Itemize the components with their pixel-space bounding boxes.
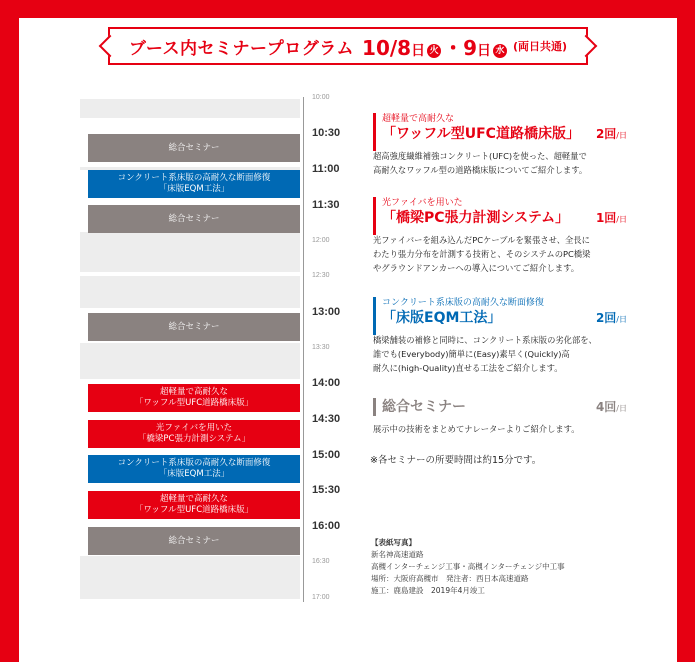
seminar-body	[373, 233, 633, 275]
seminar-description-ufc	[373, 113, 633, 177]
session-block	[88, 134, 300, 162]
count-value: 2回	[595, 127, 617, 141]
photo-credit-line: 施工：鹿島建設 2019年4月竣工	[371, 586, 485, 595]
cover-photo-credit	[371, 537, 565, 597]
body-line: やグラウンドアンカーへの導入についてご紹介します。	[373, 263, 580, 273]
date-1-day: 日	[411, 42, 426, 59]
grid-row	[80, 99, 300, 118]
duration-note: ※各セミナーの所要時間は約15分です。	[370, 455, 542, 466]
seminar-title: 「橋梁PC張力計測システム」	[382, 210, 570, 226]
photo-credit-title: 【表紙写真】	[371, 538, 416, 547]
body-line: 光ファイバーを組み込んだPCケーブルを緊張させ、全長に	[373, 235, 590, 245]
photo-credit-line: 高槻インターチェンジ工事・高槻インターチェンジ中工事	[371, 562, 565, 571]
seminar-body	[373, 422, 633, 436]
seminar-name	[382, 125, 633, 145]
session-line2: 「床版EQM工法」	[158, 469, 230, 479]
count-unit: /日	[616, 315, 627, 324]
body-line: 超高強度繊維補強コンクリート(UFC)を使った、超軽量で	[373, 151, 587, 161]
time-label: 12:30	[312, 272, 330, 279]
count-unit: /日	[616, 131, 627, 140]
session-line1: 総合セミナー	[168, 535, 220, 546]
seminar-count	[596, 398, 627, 418]
time-label: 11:30	[312, 199, 340, 211]
count-value: 2回	[595, 311, 617, 325]
seminar-description-pc	[373, 197, 633, 275]
seminar-title: 総合セミナー	[382, 399, 466, 415]
time-label: 10:00	[312, 94, 330, 101]
accent-bar	[373, 113, 376, 151]
session-line1: 総合セミナー	[168, 321, 220, 332]
session-line2: 「ワッフル型UFC道路橋床版」	[134, 398, 254, 408]
time-label: 10:30	[312, 127, 341, 139]
body-line: わたり張力分布を計測する技術と、そのシステムのPC橋梁	[373, 249, 591, 259]
session-line2: 「床版EQM工法」	[158, 184, 230, 194]
session-block	[88, 527, 300, 555]
count-unit: /日	[616, 215, 627, 224]
accent-bar	[373, 398, 376, 416]
seminar-count	[596, 309, 627, 329]
seminar-body	[373, 149, 633, 177]
time-label: 11:00	[312, 163, 340, 175]
seminar-subtitle: コンクリート系床版の高耐久な断面修復	[382, 298, 544, 308]
time-label: 16:30	[312, 558, 330, 565]
session-block	[88, 384, 300, 412]
body-line: 展示中の技術をまとめてナレーターよりご紹介します。	[373, 424, 580, 434]
date-2: 9	[463, 35, 478, 60]
seminar-name	[382, 398, 633, 418]
count-unit: /日	[616, 404, 627, 413]
count-value: 1回	[595, 211, 617, 225]
accent-bar	[373, 297, 376, 335]
time-label: 15:30	[312, 484, 341, 496]
seminar-description-general	[373, 398, 633, 436]
body-line: 耐久に(high-Quality)直せる工法をご紹介します。	[373, 363, 563, 373]
session-block	[88, 420, 300, 448]
date-1: 10/8	[362, 35, 412, 60]
photo-credit-line: 新名神高速道路	[371, 550, 424, 559]
date-2-day: 日	[477, 42, 492, 59]
session-block	[88, 205, 300, 233]
session-block	[88, 491, 300, 519]
grid-row	[80, 343, 300, 379]
session-line1: 光ファイバを用いた	[155, 423, 233, 433]
time-label: 17:00	[312, 594, 330, 601]
grid-row	[80, 556, 300, 599]
seminar-body	[373, 333, 633, 375]
time-label: 12:00	[312, 237, 330, 244]
timeline-axis	[303, 97, 304, 602]
body-line: 高耐久なワッフル型の道路橋床版についてご紹介します。	[373, 165, 588, 175]
time-label: 13:00	[312, 306, 341, 318]
grid-row	[80, 276, 300, 308]
session-line1: コンクリート系床版の高耐久な断面修復	[117, 458, 271, 468]
time-label: 13:30	[312, 344, 330, 351]
program-note: (両日共通)	[513, 40, 568, 53]
date-separator: ・	[443, 35, 464, 60]
count-value: 4回	[595, 400, 617, 414]
seminar-subtitle: 超軽量で高耐久な	[382, 114, 455, 124]
time-label: 16:00	[312, 520, 341, 532]
session-block	[88, 170, 300, 198]
grid-row	[80, 232, 300, 272]
body-line: 橋梁舗装の補修と同時に、コンクリート系床版の劣化部を、	[373, 335, 597, 345]
session-line2: 「橋梁PC張力計測システム」	[137, 434, 251, 444]
session-line1: 超軽量で高耐久な	[159, 387, 228, 397]
accent-bar	[373, 197, 376, 235]
session-line1: 総合セミナー	[168, 142, 220, 153]
time-label: 14:00	[312, 377, 341, 389]
session-line2: 「ワッフル型UFC道路橋床版」	[134, 505, 254, 515]
time-label: 15:00	[312, 449, 341, 461]
session-block	[88, 313, 300, 341]
seminar-count	[596, 209, 627, 229]
body-line: 誰でも(Everybody)簡単に(Easy)素早く(Quickly)高	[373, 349, 570, 359]
weekday-1-badge: 火	[427, 44, 441, 58]
seminar-name	[382, 309, 633, 329]
seminar-name	[382, 209, 633, 229]
seminar-description-eqm	[373, 297, 633, 375]
photo-credit-line: 場所：大阪府高槻市 発注者：西日本高速道路	[371, 574, 529, 583]
program-title: ブース内セミナープログラム	[128, 38, 355, 59]
seminar-title: 「ワッフル型UFC道路橋床版」	[382, 126, 580, 142]
session-line1: コンクリート系床版の高耐久な断面修復	[117, 173, 271, 183]
program-dates	[362, 32, 509, 61]
program-title-banner	[108, 27, 588, 65]
seminar-title: 「床版EQM工法」	[382, 310, 502, 326]
seminar-count	[596, 125, 627, 145]
session-line1: 超軽量で高耐久な	[159, 494, 228, 504]
seminar-subtitle: 光ファイバを用いた	[382, 198, 463, 208]
time-label: 14:30	[312, 413, 341, 425]
session-block	[88, 455, 300, 483]
weekday-2-badge: 水	[493, 44, 507, 58]
session-line1: 総合セミナー	[168, 213, 220, 224]
